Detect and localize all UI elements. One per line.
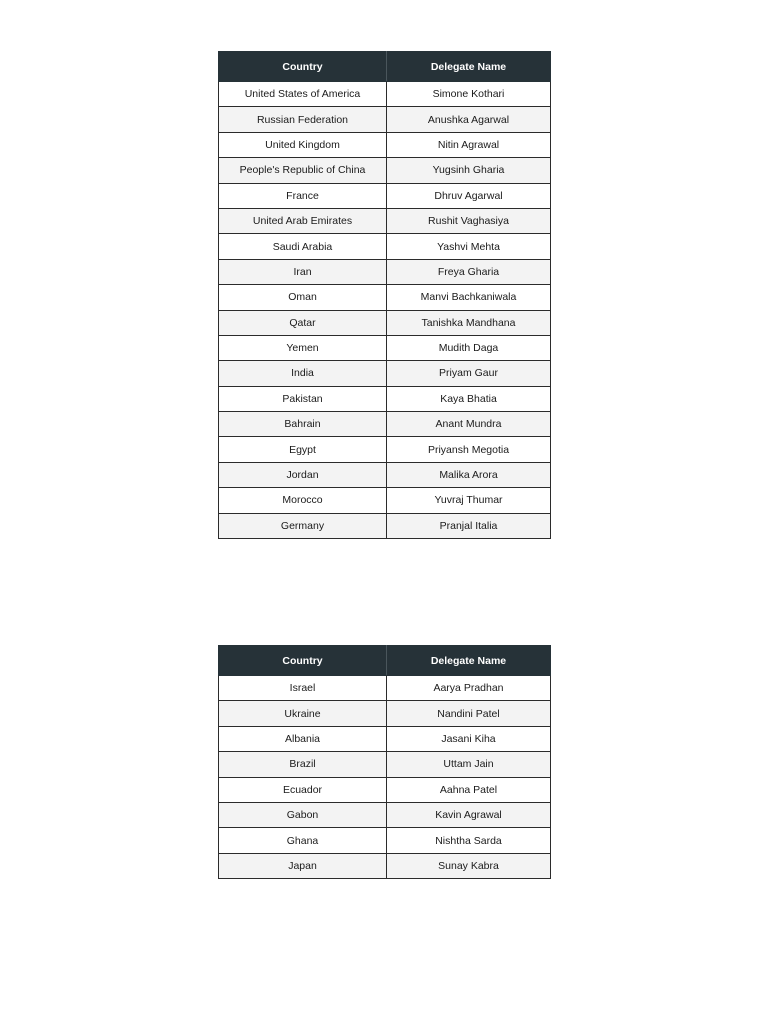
country-cell: France	[219, 183, 387, 208]
delegate-name-cell: Rushit Vaghasiya	[387, 208, 551, 233]
country-cell: Ghana	[219, 828, 387, 853]
delegate-name-cell: Sunay Kabra	[387, 853, 551, 878]
table-body	[219, 82, 551, 539]
table-row	[219, 676, 551, 701]
table-row	[219, 777, 551, 802]
delegate-name-cell: Kaya Bhatia	[387, 386, 551, 411]
delegate-name-cell: Anushka Agarwal	[387, 107, 551, 132]
delegate-name-cell: Manvi Bachkaniwala	[387, 285, 551, 310]
country-cell: Albania	[219, 726, 387, 751]
delegate-name-cell: Anant Mundra	[387, 412, 551, 437]
table-row	[219, 513, 551, 538]
table-header-row	[219, 52, 551, 82]
delegate-name-cell: Aahna Patel	[387, 777, 551, 802]
table-row	[219, 412, 551, 437]
country-cell: Israel	[219, 676, 387, 701]
table-row	[219, 701, 551, 726]
delegate-name-cell: Nitin Agrawal	[387, 132, 551, 157]
table-row	[219, 234, 551, 259]
delegate-name-cell: Pranjal Italia	[387, 513, 551, 538]
delegate-column-header: Delegate Name	[387, 646, 551, 676]
country-column-header: Country	[219, 646, 387, 676]
delegate-name-cell: Dhruv Agarwal	[387, 183, 551, 208]
table-row	[219, 335, 551, 360]
country-cell: Germany	[219, 513, 387, 538]
delegate-name-cell: Yashvi Mehta	[387, 234, 551, 259]
delegate-name-cell: Yuvraj Thumar	[387, 488, 551, 513]
country-cell: Morocco	[219, 488, 387, 513]
table-row	[219, 158, 551, 183]
country-cell: Russian Federation	[219, 107, 387, 132]
table-row	[219, 386, 551, 411]
delegate-table-1	[218, 51, 551, 539]
country-cell: United Kingdom	[219, 132, 387, 157]
delegate-name-cell: Jasani Kiha	[387, 726, 551, 751]
table-body	[219, 676, 551, 879]
country-cell: Brazil	[219, 752, 387, 777]
country-cell: United States of America	[219, 82, 387, 107]
delegate-name-cell: Tanishka Mandhana	[387, 310, 551, 335]
table-row	[219, 361, 551, 386]
country-cell: Bahrain	[219, 412, 387, 437]
table-row	[219, 107, 551, 132]
country-cell: Japan	[219, 853, 387, 878]
delegate-name-cell: Kavin Agrawal	[387, 802, 551, 827]
country-cell: Gabon	[219, 802, 387, 827]
table-row	[219, 259, 551, 284]
delegate-column-header: Delegate Name	[387, 52, 551, 82]
country-cell: People's Republic of China	[219, 158, 387, 183]
table-row	[219, 802, 551, 827]
table-row	[219, 310, 551, 335]
country-cell: Saudi Arabia	[219, 234, 387, 259]
delegate-name-cell: Yugsinh Gharia	[387, 158, 551, 183]
delegate-name-cell: Simone Kothari	[387, 82, 551, 107]
table-row	[219, 183, 551, 208]
country-cell: Iran	[219, 259, 387, 284]
delegate-table-2	[218, 645, 551, 879]
table-row	[219, 132, 551, 157]
delegate-name-cell: Aarya Pradhan	[387, 676, 551, 701]
country-cell: Ecuador	[219, 777, 387, 802]
country-cell: Yemen	[219, 335, 387, 360]
country-cell: Oman	[219, 285, 387, 310]
table-row	[219, 488, 551, 513]
country-column-header: Country	[219, 52, 387, 82]
country-cell: Qatar	[219, 310, 387, 335]
country-cell: India	[219, 361, 387, 386]
delegate-name-cell: Mudith Daga	[387, 335, 551, 360]
table-row	[219, 828, 551, 853]
country-cell: Ukraine	[219, 701, 387, 726]
table-row	[219, 726, 551, 751]
delegate-name-cell: Nandini Patel	[387, 701, 551, 726]
delegate-name-cell: Priyansh Megotia	[387, 437, 551, 462]
delegate-name-cell: Priyam Gaur	[387, 361, 551, 386]
table-row	[219, 285, 551, 310]
country-cell: United Arab Emirates	[219, 208, 387, 233]
delegate-name-cell: Freya Gharia	[387, 259, 551, 284]
country-cell: Jordan	[219, 462, 387, 487]
table-row	[219, 752, 551, 777]
delegate-name-cell: Nishtha Sarda	[387, 828, 551, 853]
table-row	[219, 437, 551, 462]
table-row	[219, 82, 551, 107]
table-row	[219, 208, 551, 233]
table-row	[219, 853, 551, 878]
country-cell: Pakistan	[219, 386, 387, 411]
table-header-row	[219, 646, 551, 676]
country-cell: Egypt	[219, 437, 387, 462]
delegate-name-cell: Uttam Jain	[387, 752, 551, 777]
table-row	[219, 462, 551, 487]
delegate-name-cell: Malika Arora	[387, 462, 551, 487]
